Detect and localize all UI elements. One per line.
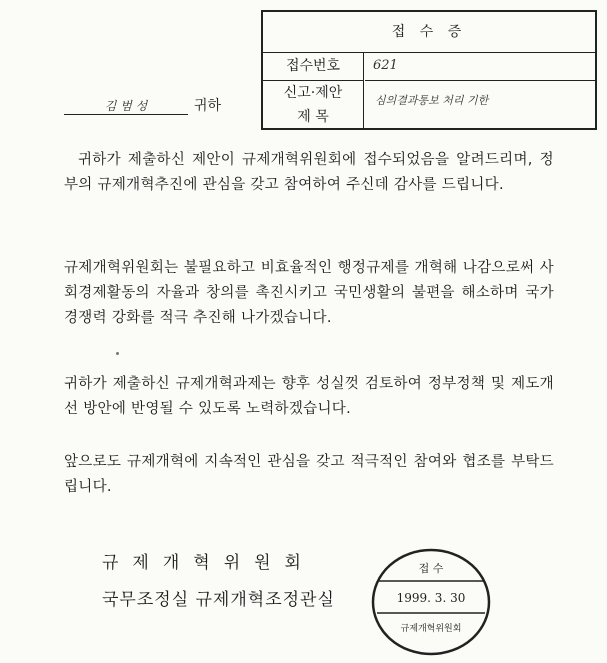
receipt-stamp (370, 547, 492, 657)
receipt-number-label: 접수번호 (263, 52, 364, 81)
receipt-subject-label (263, 81, 364, 130)
stamp-bottom-text: 규제개혁위원회 (400, 624, 462, 634)
receipt-subject-value: 심의결과통보 처리 기한 (375, 94, 489, 107)
signature-office: 국무조정실 규제개혁조정관실 (102, 590, 335, 610)
body-paragraph-1: 귀하가 제출하신 제안이 규제개혁위원회에 접수되었음을 알려드리며, 정부의 규제개혁추진에 관심을 갖고 참여하여 주신데 감사를 드립니다. (64, 152, 554, 193)
receipt-subject-label-line1: 신고·제안 (283, 85, 343, 101)
receipt-subject-label-line2: 제 목 (297, 109, 329, 125)
recipient-line (64, 95, 221, 115)
recipient-name: 김 범 성 (64, 97, 188, 115)
recipient-suffix: 귀하 (194, 98, 222, 114)
signature-committee: 규제개혁위원회 (102, 553, 315, 573)
receipt-number-value: 621 (365, 52, 595, 81)
stamp-top-text: 접 수 (418, 562, 444, 575)
receipt-box (261, 10, 597, 130)
body-paragraph-3: 귀하가 제출하신 규제개혁과제는 향후 성실껏 검토하여 정부정책 및 제도개선 방안에 반영될 수 있도록 노력하겠습니다. (64, 376, 554, 417)
body-paragraph-2: 규제개혁위원회는 불필요하고 비효율적인 행정규제를 개혁해 나감으로써 사회경제활동의 자율과 창의를 촉진시키고 국민생활의 불편을 해소하며 국가경쟁력 강화를 적극 추진해 나가겠습니다. (64, 260, 554, 326)
speck-mark (116, 352, 119, 355)
receipt-title: 접 수 증 (263, 12, 595, 53)
body-paragraph-4: 앞으로도 규제개혁에 지속적인 관심을 갖고 적극적인 참여와 협조를 부탁드립니다. (64, 454, 554, 495)
stamp-date: 1999. 3. 30 (396, 591, 466, 605)
